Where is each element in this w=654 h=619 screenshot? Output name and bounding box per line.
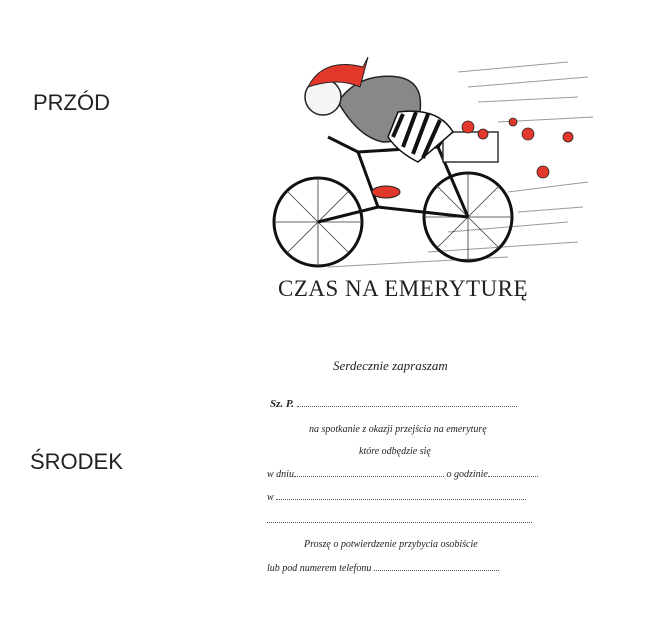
place-line (276, 499, 526, 500)
grandma-on-bicycle-illustration (268, 42, 598, 272)
invite-line-2: które odbędzie się (359, 446, 431, 457)
time-line (488, 476, 538, 477)
place-line-2 (267, 522, 532, 523)
invite-line-1: na spotkanie z okazji przejścia na emeryturę (309, 424, 487, 435)
addressee-line (297, 406, 517, 407)
date-label: w dniu (267, 469, 294, 480)
phone-line (374, 570, 499, 571)
front-label: PRZÓD (33, 90, 110, 115)
confirm-text: Proszę o potwierdzenie przybycia osobiście (304, 539, 478, 550)
cover-title: CZAS NA EMERYTURĘ (278, 276, 529, 301)
inside-label: ŚRODEK (30, 449, 123, 474)
invite-heading: Serdecznie zapraszam (333, 358, 448, 373)
date-line (294, 476, 444, 477)
addressee-label: Sz. P. (270, 398, 294, 410)
place-label: w (267, 492, 274, 503)
time-label: o godzinie (446, 469, 488, 480)
phone-label: lub pod numerem telefonu (267, 563, 372, 574)
